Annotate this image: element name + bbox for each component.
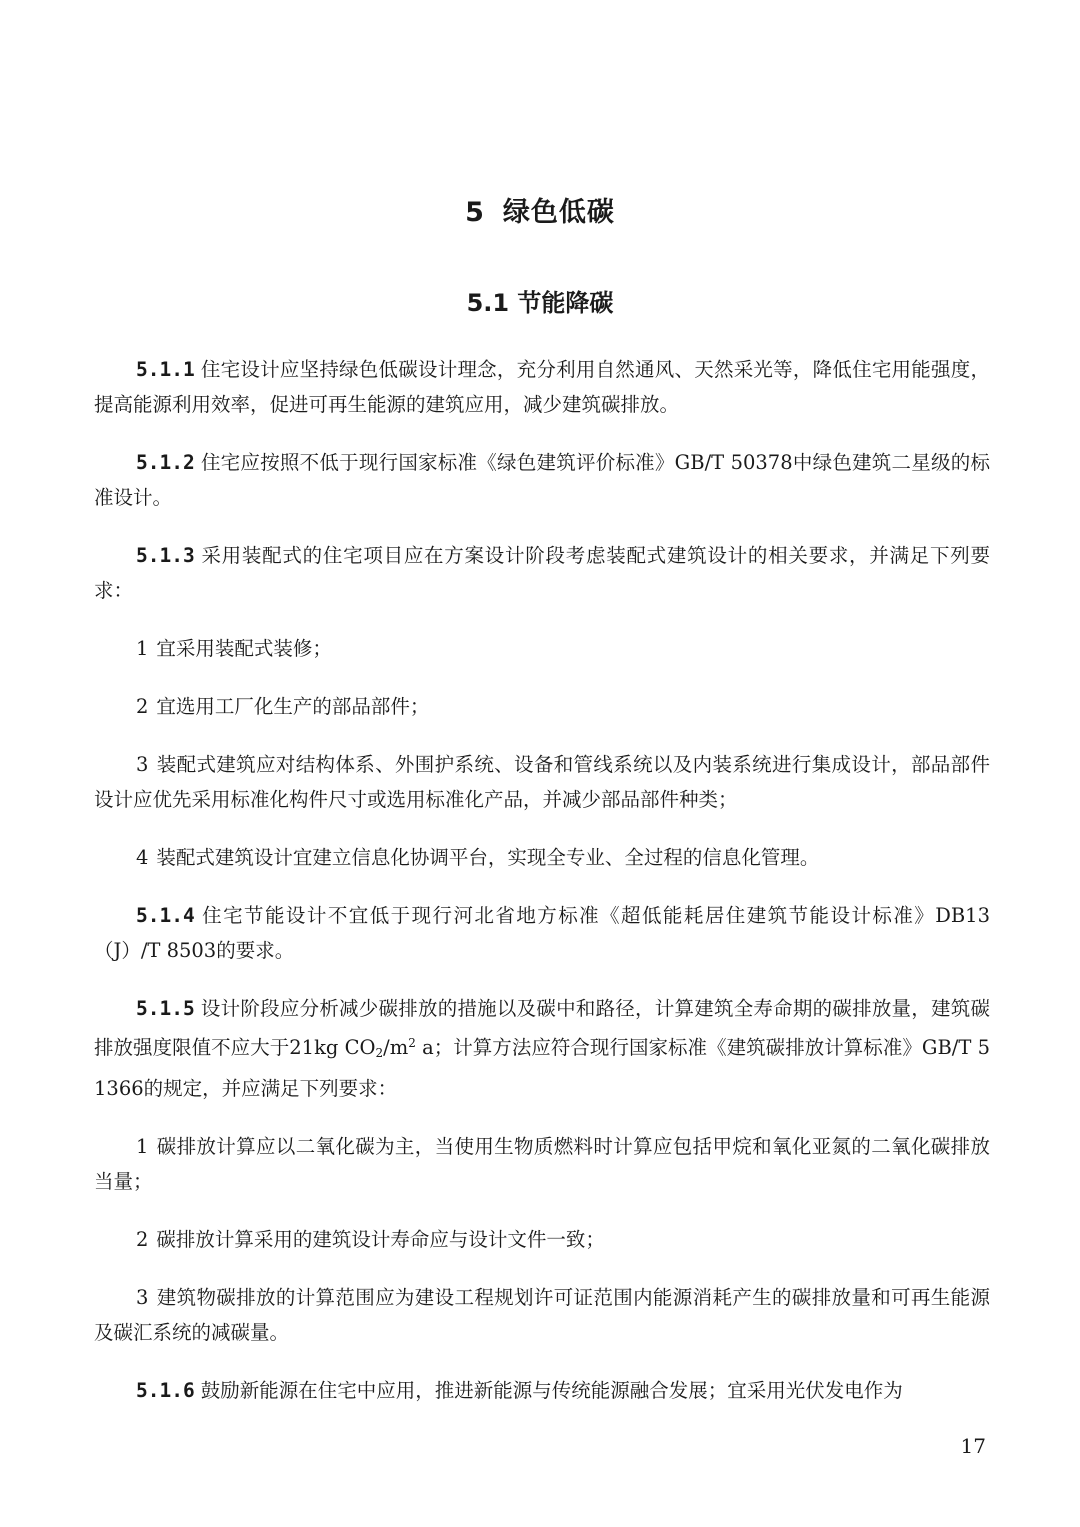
list-item (94, 1280, 990, 1350)
clause-number: 5.1.1 (136, 358, 195, 381)
page-number: 17 (960, 1434, 986, 1458)
clause-text: 住宅设计应坚持绿色低碳设计理念，充分利用自然通风、天然采光等，降低住宅用能强度，提高能源利用效率，促进可再生能源的建筑应用，减少建筑碳排放。 (94, 358, 990, 416)
clause-text: 住宅节能设计不宜低于现行河北省地方标准《超低能耗居住建筑节能设计标准》DB13（J）/T 8503的要求。 (94, 904, 990, 962)
superscript: 2 (408, 1036, 416, 1050)
clause-number: 5.1.2 (136, 451, 195, 474)
list-item (94, 689, 990, 724)
item-text: 宜采用装配式装修； (156, 637, 332, 660)
section-title: 5.1 节能降碳 (466, 289, 614, 317)
list-item (94, 747, 990, 817)
clause-5-1-3 (94, 538, 990, 608)
list-item (94, 631, 990, 666)
item-number: 2 (136, 1228, 149, 1251)
list-item (94, 1129, 990, 1199)
clause-5-1-6 (94, 1373, 990, 1408)
subscript: 2 (375, 1046, 384, 1060)
clause-number: 5.1.3 (136, 544, 195, 567)
item-number: 2 (136, 695, 149, 718)
clause-text-part-a: 设计阶段应分析减少碳排放的措施以及碳中和路径，计算建筑全寿命期的碳排放量，建筑碳排放强度限值不应大于21kg CO (94, 997, 990, 1059)
list-item (94, 840, 990, 875)
item-number: 3 (136, 1286, 149, 1309)
item-number: 3 (136, 753, 149, 776)
clause-text-part-b: /m (383, 1036, 409, 1059)
item-text: 装配式建筑设计宜建立信息化协调平台，实现全专业、全过程的信息化管理。 (156, 846, 820, 869)
list-item (94, 1222, 990, 1257)
clause-5-1-2 (94, 445, 990, 515)
chapter-title-text: 绿色低碳 (502, 197, 615, 228)
item-text: 碳排放计算应以二氧化碳为主，当使用生物质燃料时计算应包括甲烷和氧化亚氮的二氧化碳排放当量； (94, 1135, 990, 1193)
item-number: 4 (136, 846, 149, 869)
item-number: 1 (136, 1135, 149, 1158)
clause-text-part-c: a；计算方法应符合现行国家标准《建筑碳排放计算标准》GB/T 51366的规定，并应满足下列要求： (94, 1036, 990, 1100)
clause-5-1-4 (94, 898, 990, 968)
clause-text: 采用装配式的住宅项目应在方案设计阶段考虑装配式建筑设计的相关要求，并满足下列要求： (94, 544, 990, 602)
clause-number: 5.1.5 (136, 997, 195, 1020)
clause-5-1-5 (94, 991, 990, 1106)
clause-text: 住宅应按照不低于现行国家标准《绿色建筑评价标准》GB/T 50378中绿色建筑二星级的标准设计。 (94, 451, 990, 509)
clause-number: 5.1.6 (136, 1379, 195, 1402)
item-text: 碳排放计算采用的建筑设计寿命应与设计文件一致； (156, 1228, 605, 1251)
item-text: 装配式建筑应对结构体系、外围护系统、设备和管线系统以及内装系统进行集成设计，部品部件设计应优先采用标准化构件尺寸或选用标准化产品，并减少部品部件种类； (94, 753, 990, 811)
clause-text: 鼓励新能源在住宅中应用，推进新能源与传统能源融合发展；宜采用光伏发电作为 (200, 1379, 903, 1402)
item-text: 建筑物碳排放的计算范围应为建设工程规划许可证范围内能源消耗产生的碳排放量和可再生能源及碳汇系统的减碳量。 (94, 1286, 990, 1344)
clause-number: 5.1.4 (136, 904, 195, 927)
item-number: 1 (136, 637, 149, 660)
clause-5-1-1 (94, 352, 990, 422)
item-text: 宜选用工厂化生产的部品部件； (156, 695, 430, 718)
chapter-title (0, 190, 1080, 229)
document-body (94, 352, 990, 1431)
chapter-number: 5 (465, 197, 485, 228)
